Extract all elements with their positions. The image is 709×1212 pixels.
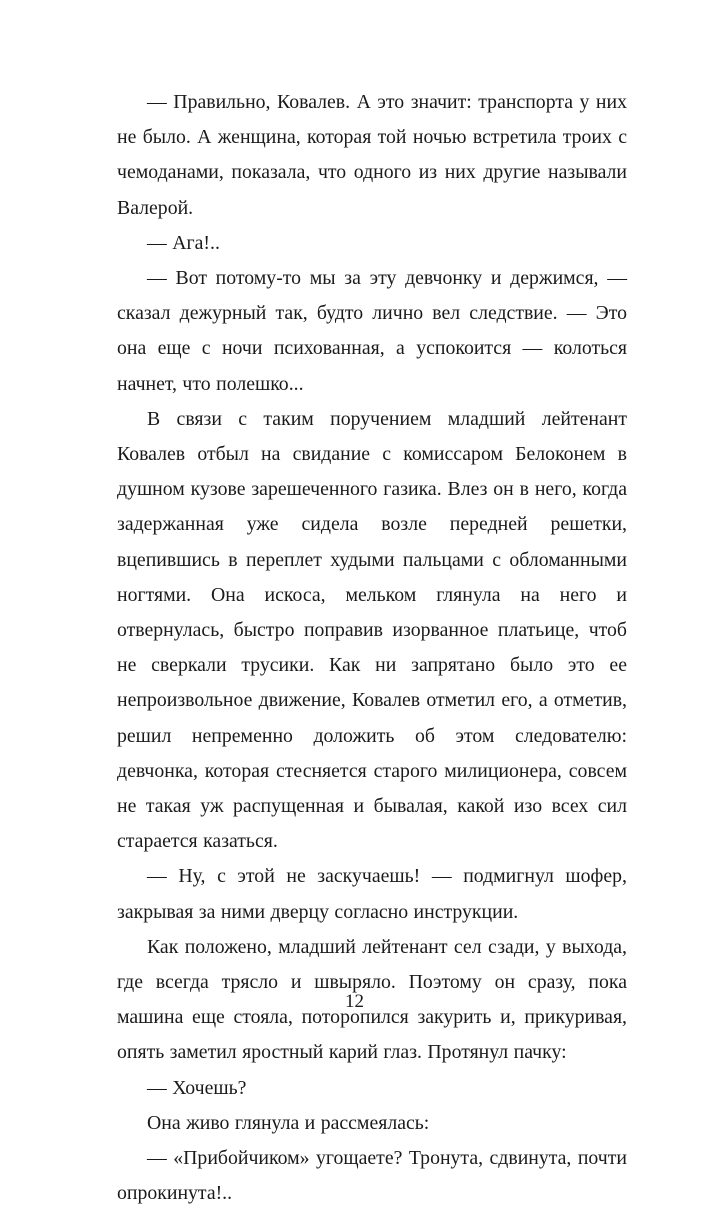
paragraph-4: В связи с таким поручением младший лейтенант Ковалев отбыл на свидание с комиссаром Белоконем в душном кузове зарешеченного газика. Влез он в него, когда задержанная уже сидела возле передней решетки, вцепившись в переплет худыми пальцами с обломанными ногтями. Она искоса, мельком глянула на него и отвернулась, быстро поправив изорванное платьице, чтоб не сверкали трусики. Как ни запрятано было это ее непроизвольное движение, Ковалев отметил его, а отметив, решил непременно доложить об этом следователю: девчонка, которая стесняется старого милиционера, совсем не такая уж распущенная и бывалая, какой изо всех сил старается казаться. bbox=[117, 407, 627, 853]
paragraph-2: — Ага!.. bbox=[147, 231, 220, 254]
page-text-block bbox=[117, 85, 627, 1212]
page-number: 12 bbox=[345, 991, 364, 1012]
paragraph-3: — Вот потому-то мы за эту девчонку и держимся, — сказал дежурный так, будто лично вел следствие. — Это она еще с ночи психованная, а успокоится — колоться начнет, что полешко... bbox=[117, 267, 627, 395]
paragraph-5: — Ну, с этой не заскучаешь! — подмигнул шофер, закрывая за ними дверцу согласно инструкции. bbox=[117, 865, 627, 923]
paragraph-6: Как положено, младший лейтенант сел сзади, у выхода, где всегда трясло и швыряло. Поэтому он сразу, пока машина еще стояла, поторопился закурить и, прикуривая, опять заметил яростный карий глаз. Протянул пачку: bbox=[117, 935, 627, 1064]
paragraph-7: — Хочешь? bbox=[147, 1076, 247, 1099]
paragraph-9: — «Прибойчиком» угощаете? Тронута, сдвинута, почти опрокинута!.. bbox=[117, 1147, 627, 1205]
paragraph-1: — Правильно, Ковалев. А это значит: транспорта у них не было. А женщина, которая той ночью встретила троих с чемоданами, показала, что одного из них другие называли Валерой. bbox=[117, 91, 627, 219]
paragraph-8: Она живо глянула и рассмеялась: bbox=[147, 1111, 430, 1134]
